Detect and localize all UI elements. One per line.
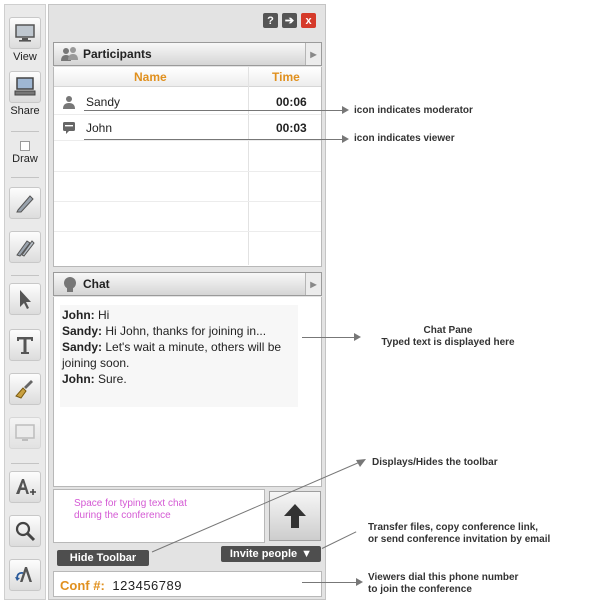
conference-number-bar <box>53 571 322 597</box>
view-tool[interactable] <box>8 17 42 63</box>
participant-name: John <box>86 121 113 135</box>
chat-input-hint: during the conference <box>74 510 171 521</box>
column-header-time[interactable]: Time <box>272 70 300 84</box>
toolbar-divider <box>11 275 39 276</box>
note-viewer: icon indicates viewer <box>354 133 455 144</box>
chat-message: John: Hi <box>62 308 110 322</box>
text-icon <box>9 329 41 361</box>
undo-icon <box>9 559 41 591</box>
draw-checkbox[interactable] <box>20 141 30 151</box>
share-tool[interactable] <box>8 71 42 117</box>
callout-line <box>302 582 356 583</box>
collapse-arrow-icon[interactable]: ▶ <box>305 43 321 65</box>
collapse-arrow-icon[interactable]: ▶ <box>305 273 321 295</box>
whiteboard-icon <box>9 417 41 449</box>
toolbar-divider <box>11 463 39 464</box>
toolbar-divider <box>11 131 39 132</box>
chat-transcript <box>60 305 298 407</box>
participant-time: 00:06 <box>276 95 307 109</box>
chat-title: Chat <box>83 277 110 291</box>
whiteboard-tool[interactable] <box>8 417 42 449</box>
participants-table <box>53 67 322 267</box>
participants-table-header <box>54 67 321 87</box>
pencil-icon <box>9 187 41 219</box>
font-increase-icon <box>9 471 41 503</box>
zoom-tool[interactable] <box>8 515 42 547</box>
chat-message: Sandy: Hi John, thanks for joining in... <box>62 324 267 338</box>
chat-message: Sandy: Let's wait a minute, others will be joining soon. <box>62 340 282 370</box>
toolbar-divider <box>11 177 39 178</box>
zoom-icon <box>9 515 41 547</box>
text-tool[interactable] <box>8 329 42 361</box>
table-row-line <box>54 171 321 172</box>
conference-label: Conf #: <box>60 578 105 593</box>
chat-header[interactable] <box>53 272 322 296</box>
column-header-name[interactable]: Name <box>134 70 167 84</box>
note-toolbar-toggle: Displays/Hides the toolbar <box>372 457 498 468</box>
chevron-down-icon: ▼ <box>301 548 313 560</box>
table-row-line <box>54 231 321 232</box>
callout-arrow-icon <box>356 578 363 586</box>
pointer-tool[interactable] <box>8 283 42 315</box>
draw-label: Draw <box>12 153 38 165</box>
note-chat-pane: Chat Pane Typed text is displayed here <box>381 325 515 348</box>
help-button[interactable]: ? <box>263 13 278 28</box>
group-icon <box>60 46 80 62</box>
callout-line <box>302 337 354 338</box>
eraser-tool[interactable] <box>8 373 42 405</box>
chat-icon <box>60 276 80 292</box>
callout-arrow-icon <box>354 333 361 341</box>
note-invite: Transfer files, copy conference link, or send conference invitation by email <box>368 522 551 545</box>
brush-icon <box>9 231 41 263</box>
left-toolbar <box>4 4 46 600</box>
participants-header[interactable] <box>53 42 322 66</box>
font-size-tool[interactable] <box>8 471 42 503</box>
pointer-icon <box>9 283 41 315</box>
draw-tool[interactable] <box>8 137 42 165</box>
undo-tool[interactable] <box>8 559 42 591</box>
table-row-line <box>54 201 321 202</box>
monitor-icon <box>9 17 41 49</box>
callout-arrow-icon <box>342 106 349 114</box>
note-dial: Viewers dial this phone number to join the conference <box>368 572 519 595</box>
chat-input-hint: Space for typing text chat <box>74 498 187 509</box>
brush-tool[interactable] <box>8 231 42 263</box>
callout-line <box>84 139 342 140</box>
broom-icon <box>9 373 41 405</box>
invite-people-label: Invite people <box>229 548 298 560</box>
note-moderator: icon indicates moderator <box>354 105 473 116</box>
callout-arrow-icon <box>342 135 349 143</box>
participant-row-sandy[interactable] <box>54 89 321 115</box>
arrow-right-icon: ➔ <box>284 15 295 27</box>
close-button[interactable]: x <box>301 13 316 28</box>
participant-name: Sandy <box>86 95 121 109</box>
participant-row-john[interactable] <box>54 115 321 141</box>
participants-title: Participants <box>83 47 152 61</box>
hide-toolbar-button[interactable]: Hide Toolbar <box>57 550 149 566</box>
chat-message: John: Sure. <box>62 372 127 386</box>
participant-time: 00:03 <box>276 121 307 135</box>
computer-icon <box>9 71 41 103</box>
callout-line <box>84 110 342 111</box>
moderator-icon <box>62 95 76 109</box>
view-label: View <box>13 51 37 63</box>
share-label: Share <box>10 105 40 117</box>
viewer-icon <box>62 121 76 135</box>
pencil-tool[interactable] <box>8 187 42 219</box>
conference-number: 123456789 <box>112 578 182 593</box>
popout-button[interactable] <box>282 13 297 28</box>
